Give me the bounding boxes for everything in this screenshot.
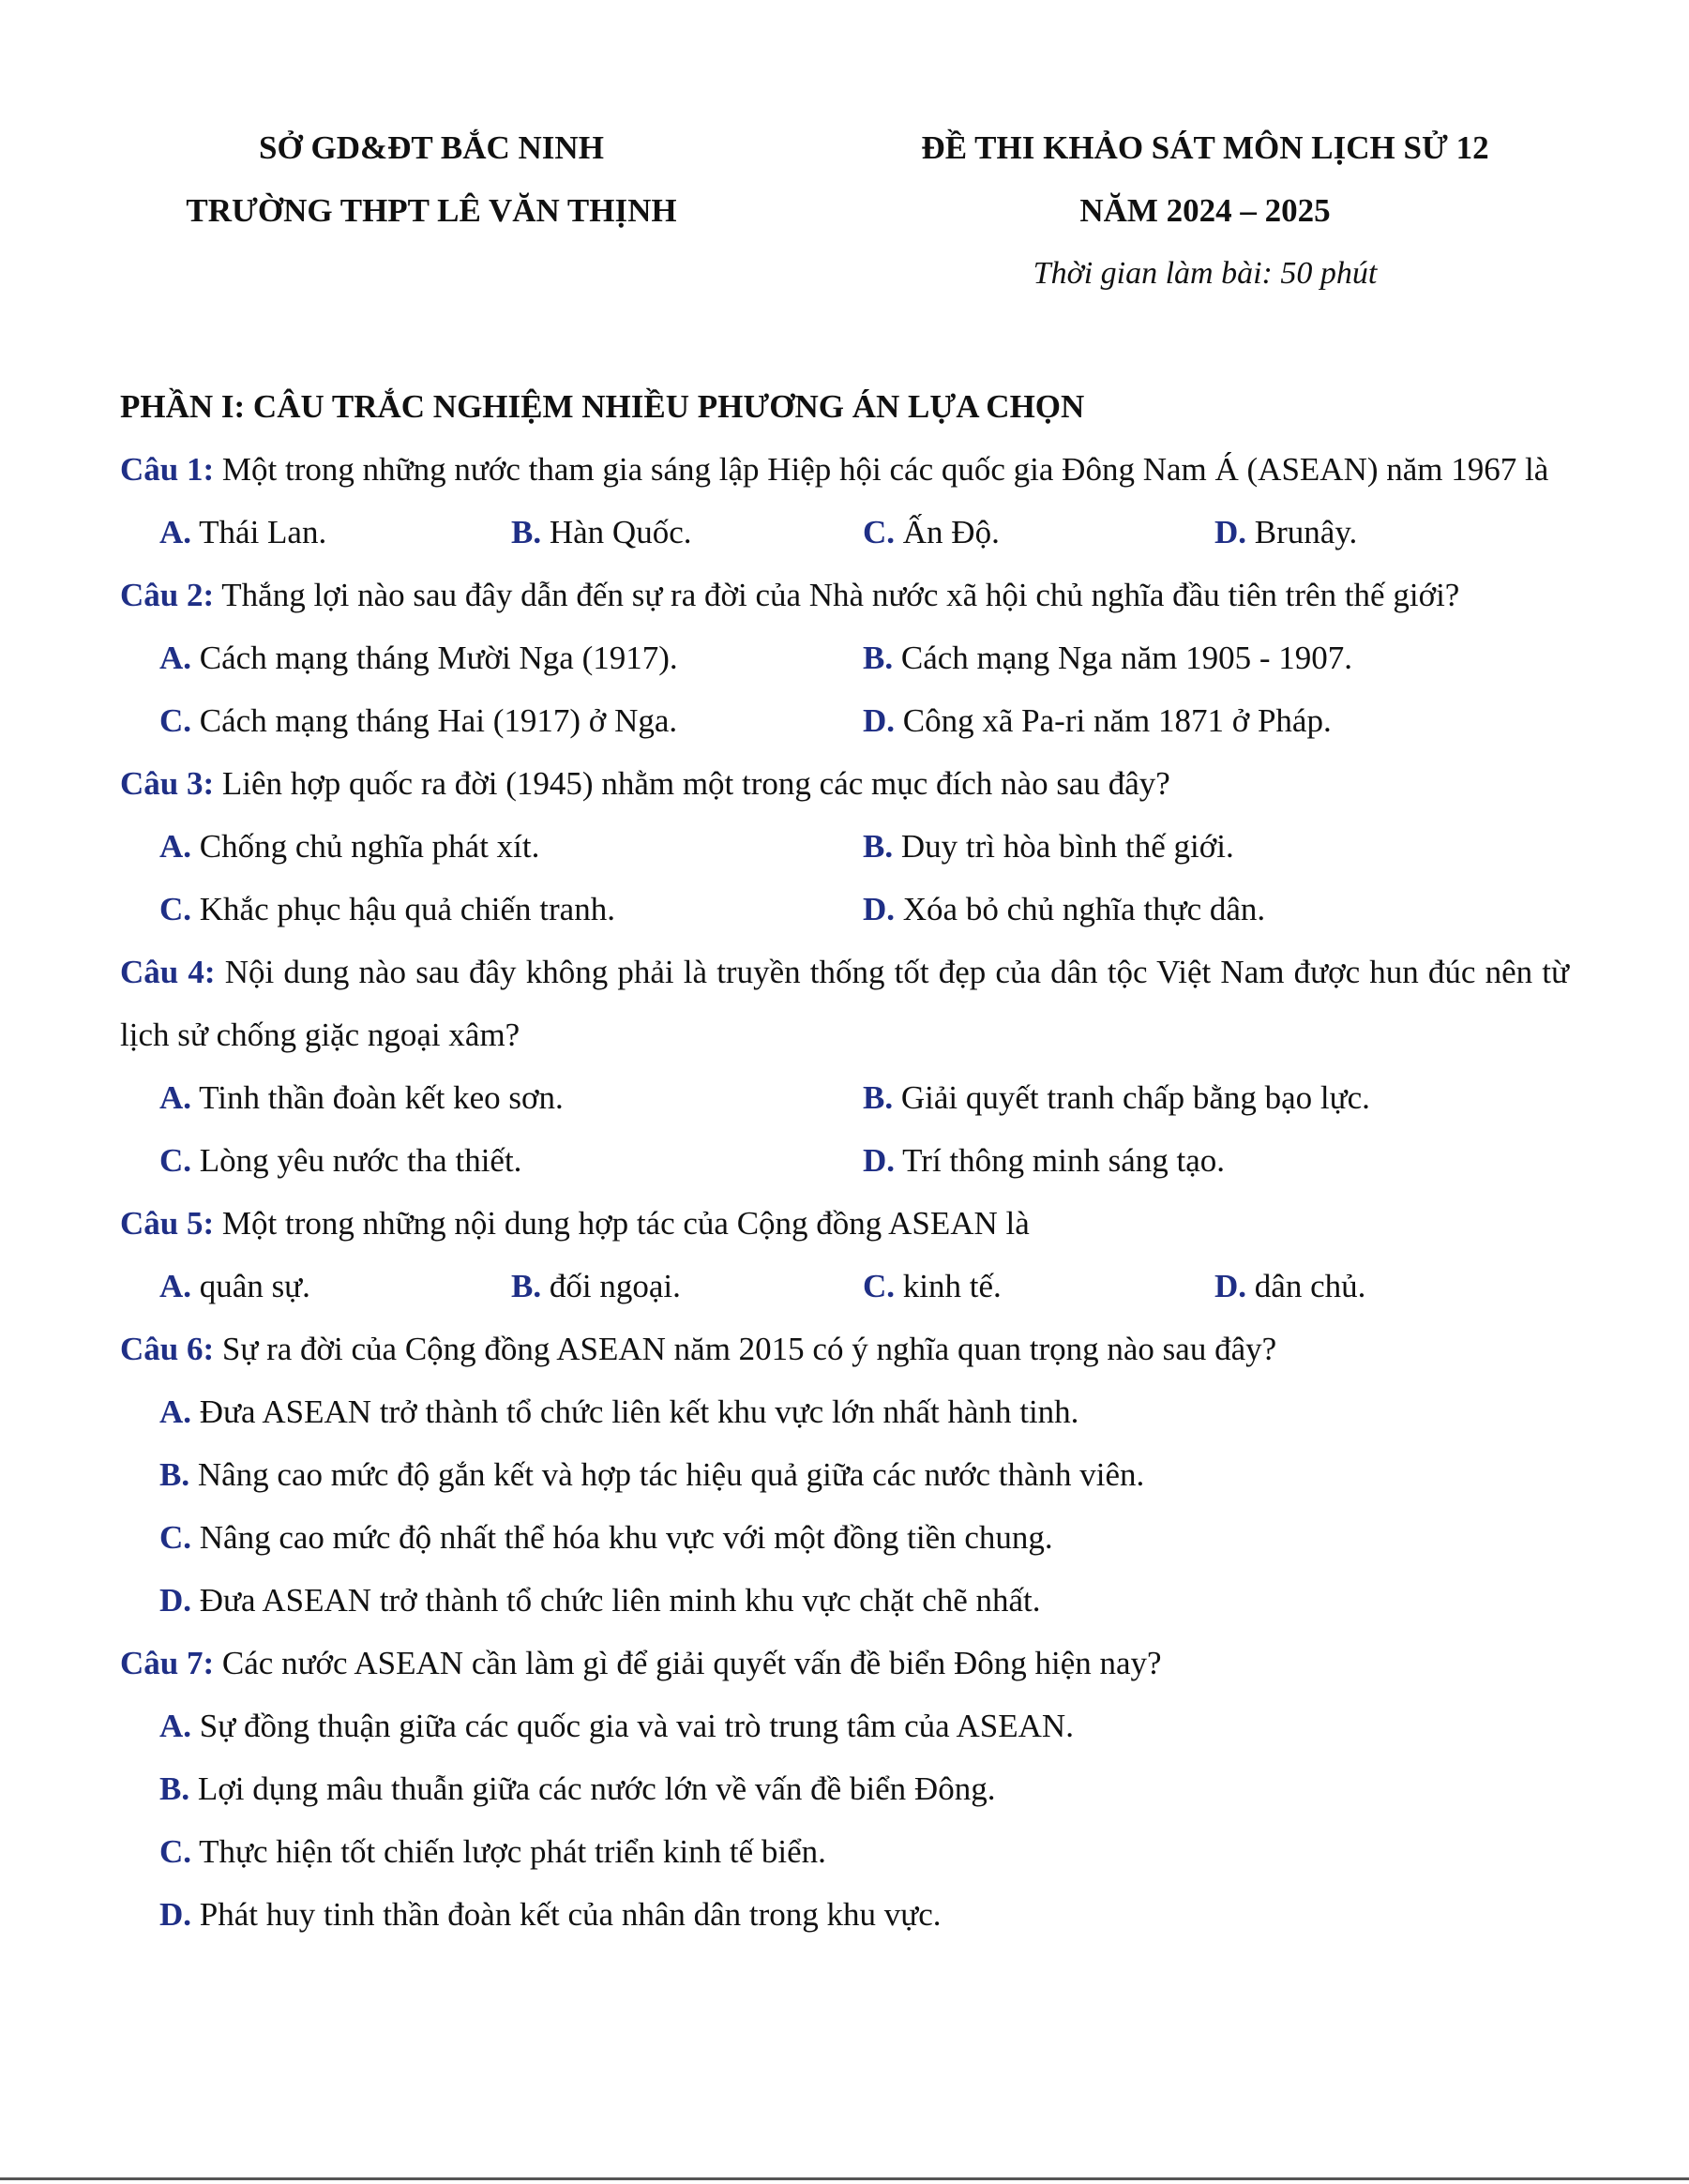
options-question-4 <box>120 1066 1569 1192</box>
exam-title: ĐỀ THI KHẢO SÁT MÔN LỊCH SỬ 12 <box>921 129 1489 166</box>
option-text: Brunây. <box>1254 514 1358 550</box>
option-label: C. <box>159 1833 192 1870</box>
question-label: Câu 4: <box>120 954 216 990</box>
option-text: Tinh thần đoàn kết keo sơn. <box>199 1079 564 1116</box>
options-question-1 <box>120 501 1569 564</box>
option-d <box>1214 501 1566 564</box>
option-label: D. <box>1214 514 1247 550</box>
option-text: kinh tế. <box>902 1268 1002 1304</box>
exam-content <box>120 375 1569 1946</box>
option-c <box>863 1255 1214 1318</box>
option-b <box>863 1066 1566 1129</box>
option-text: Công xã Pa-ri năm 1871 ở Pháp. <box>902 702 1332 739</box>
option-text: quân sự. <box>199 1268 310 1304</box>
option-a <box>159 1255 511 1318</box>
option-text: Thực hiện tốt chiến lược phát triển kinh tế biển. <box>199 1833 826 1870</box>
options-question-3 <box>120 815 1569 941</box>
option-c <box>159 1129 863 1192</box>
option-text: Đưa ASEAN trở thành tổ chức liên kết khu vực lớn nhất hành tinh. <box>199 1393 1079 1430</box>
option-c <box>159 878 863 941</box>
option-label: A. <box>159 828 192 865</box>
option-d <box>159 1883 1566 1946</box>
options-question-2 <box>120 626 1569 752</box>
question-text: Nội dung nào sau đây không phải là truyền thống tốt đẹp của dân tộc Việt Nam được hun đúc nên từ lịch sử chống giặc ngoại xâm? <box>120 954 1570 1053</box>
options-question-7 <box>120 1694 1569 1946</box>
options-question-6 <box>120 1380 1569 1632</box>
option-text: Hàn Quốc. <box>549 514 692 550</box>
option-d <box>863 1129 1566 1192</box>
option-label: C. <box>159 891 192 927</box>
option-text: Cách mạng tháng Mười Nga (1917). <box>199 640 678 676</box>
school-header <box>122 116 741 242</box>
option-text: Ấn Độ. <box>902 514 1000 550</box>
option-label: D. <box>159 1582 192 1619</box>
option-b <box>159 1443 1566 1506</box>
option-label: A. <box>159 514 192 550</box>
option-label: C. <box>159 1519 192 1556</box>
question-label: Câu 6: <box>120 1331 215 1367</box>
option-c <box>159 1506 1566 1569</box>
exam-header <box>844 116 1566 305</box>
option-label: B. <box>511 514 542 550</box>
option-c <box>863 501 1214 564</box>
option-text: Xóa bỏ chủ nghĩa thực dân. <box>902 891 1266 927</box>
question-text: Một trong những nước tham gia sáng lập Hiệp hội các quốc gia Đông Nam Á (ASEAN) năm 1967 là <box>221 451 1549 488</box>
question-7 <box>120 1632 1569 1694</box>
option-text: Thái Lan. <box>199 514 327 550</box>
question-label: Câu 7: <box>120 1645 215 1681</box>
department-name: SỞ GD&ĐT BẮC NINH <box>259 129 604 166</box>
option-a <box>159 1694 1566 1757</box>
option-label: B. <box>863 1079 894 1116</box>
option-text: Phát huy tinh thần đoàn kết của nhân dân trong khu vực. <box>199 1896 942 1933</box>
question-6 <box>120 1318 1569 1380</box>
option-a <box>159 1380 1566 1443</box>
option-d <box>159 1569 1566 1632</box>
option-label: C. <box>159 702 192 739</box>
option-text: dân chủ. <box>1254 1268 1366 1304</box>
question-2 <box>120 564 1569 626</box>
option-label: D. <box>863 702 896 739</box>
option-label: D. <box>863 891 896 927</box>
option-text: Trí thông minh sáng tạo. <box>902 1142 1226 1179</box>
options-question-5 <box>120 1255 1569 1318</box>
option-text: Nâng cao mức độ nhất thể hóa khu vực với một đồng tiền chung. <box>199 1519 1053 1556</box>
option-label: B. <box>863 828 894 865</box>
page-bottom-border <box>0 2177 1689 2180</box>
option-label: D. <box>863 1142 896 1179</box>
option-a <box>159 1066 863 1129</box>
question-text: Thắng lợi nào sau đây dẫn đến sự ra đời của Nhà nước xã hội chủ nghĩa đầu tiên trên thế giới? <box>221 577 1460 613</box>
option-label: B. <box>159 1456 190 1493</box>
question-5 <box>120 1192 1569 1255</box>
question-4 <box>120 941 1569 1066</box>
option-text: Đưa ASEAN trở thành tổ chức liên minh khu vực chặt chẽ nhất. <box>199 1582 1041 1619</box>
option-text: Giải quyết tranh chấp bằng bạo lực. <box>900 1079 1370 1116</box>
option-label: D. <box>1214 1268 1247 1304</box>
option-c <box>159 1820 1566 1883</box>
question-label: Câu 3: <box>120 765 215 802</box>
option-text: Sự đồng thuận giữa các quốc gia và vai trò trung tâm của ASEAN. <box>199 1708 1074 1744</box>
option-b <box>863 815 1566 878</box>
option-text: Cách mạng tháng Hai (1917) ở Nga. <box>199 702 678 739</box>
option-label: A. <box>159 1079 192 1116</box>
option-a <box>159 815 863 878</box>
option-text: Lợi dụng mâu thuẫn giữa các nước lớn về vấn đề biển Đông. <box>197 1770 996 1807</box>
option-text: Nâng cao mức độ gắn kết và hợp tác hiệu quả giữa các nước thành viên. <box>197 1456 1145 1493</box>
option-text: Lòng yêu nước tha thiết. <box>199 1142 522 1179</box>
option-label: B. <box>159 1770 190 1807</box>
option-text: Duy trì hòa bình thế giới. <box>900 828 1234 865</box>
option-label: A. <box>159 640 192 676</box>
option-b <box>863 626 1566 689</box>
question-3 <box>120 752 1569 815</box>
section-title: PHẦN I: CÂU TRẮC NGHIỆM NHIỀU PHƯƠNG ÁN LỰA CHỌN <box>120 388 1085 425</box>
question-label: Câu 2: <box>120 577 215 613</box>
option-label: B. <box>863 640 894 676</box>
question-label: Câu 5: <box>120 1205 215 1242</box>
option-a <box>159 626 863 689</box>
option-d <box>1214 1255 1566 1318</box>
question-text: Sự ra đời của Cộng đồng ASEAN năm 2015 có ý nghĩa quan trọng nào sau đây? <box>221 1331 1277 1367</box>
option-d <box>863 878 1566 941</box>
option-text: đối ngoại. <box>549 1268 681 1304</box>
option-label: A. <box>159 1708 192 1744</box>
question-text: Một trong những nội dung hợp tác của Cộng đồng ASEAN là <box>221 1205 1030 1242</box>
option-text: Khắc phục hậu quả chiến tranh. <box>199 891 615 927</box>
school-name: TRƯỜNG THPT LÊ VĂN THỊNH <box>186 192 677 229</box>
option-c <box>159 689 863 752</box>
option-b <box>159 1757 1566 1820</box>
option-d <box>863 689 1566 752</box>
option-text: Cách mạng Nga năm 1905 - 1907. <box>900 640 1353 676</box>
question-1 <box>120 438 1569 501</box>
question-label: Câu 1: <box>120 451 215 488</box>
option-label: A. <box>159 1393 192 1430</box>
option-label: B. <box>511 1268 542 1304</box>
option-label: A. <box>159 1268 192 1304</box>
option-label: D. <box>159 1896 192 1933</box>
option-label: C. <box>863 1268 896 1304</box>
question-text: Liên hợp quốc ra đời (1945) nhằm một trong các mục đích nào sau đây? <box>221 765 1170 802</box>
option-text: Chống chủ nghĩa phát xít. <box>199 828 540 865</box>
question-text: Các nước ASEAN cần làm gì để giải quyết vấn đề biển Đông hiện nay? <box>221 1645 1162 1681</box>
option-a <box>159 501 511 564</box>
exam-duration: Thời gian làm bài: 50 phút <box>1033 256 1378 291</box>
option-b <box>511 501 863 564</box>
school-year: NĂM 2024 – 2025 <box>1079 192 1331 229</box>
option-label: C. <box>159 1142 192 1179</box>
option-b <box>511 1255 863 1318</box>
option-label: C. <box>863 514 896 550</box>
